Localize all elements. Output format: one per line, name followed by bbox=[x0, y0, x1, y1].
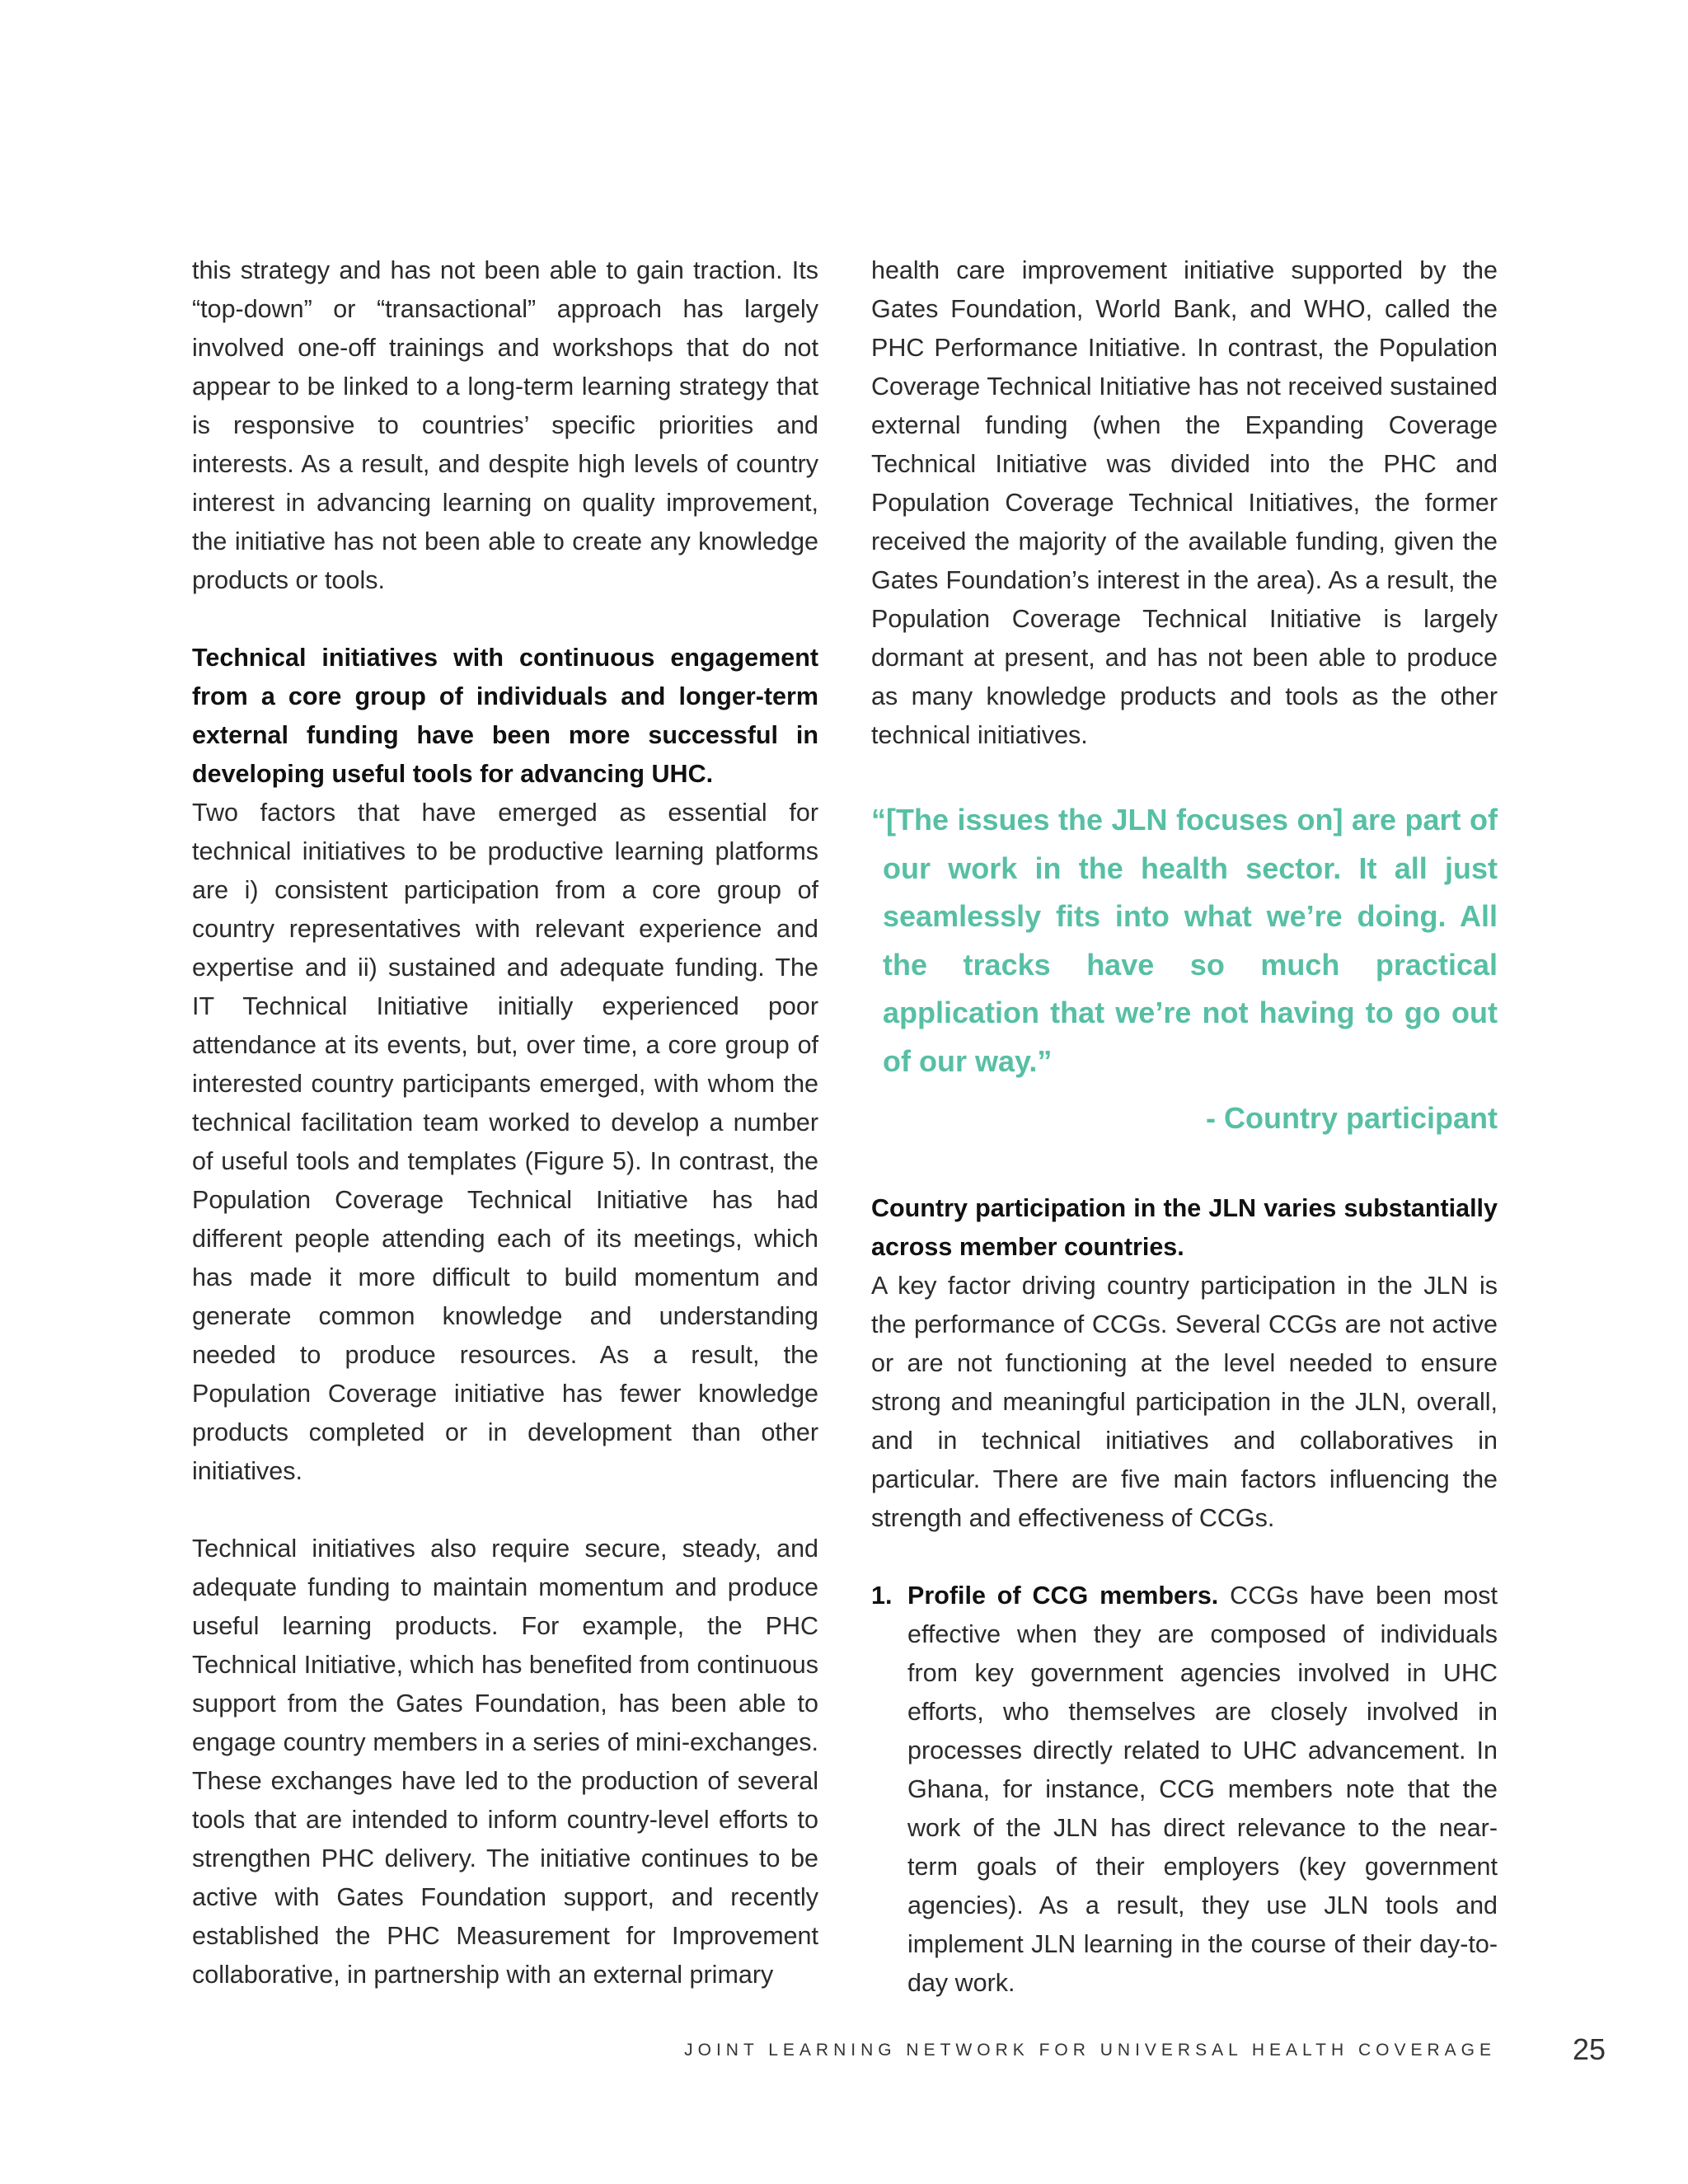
left-paragraph-2: Two factors that have emerged as essential for technical initiatives to be productive learning platforms are i) consistent participation from a core group of country representatives with relevant experience and expertise and ii) sustained and adequate funding. The IT Technical Initiative initially experienced poor attendance at its events, but, over time, a core group of interested country participants emerged, with whom the technical facilitation team worked to develop a number of useful tools and templates (Figure 5). In contrast, the Population Coverage Technical Initiative has had different people attending each of its meetings, which has made it more difficult to build momentum and generate common knowledge and understanding needed to produce resources. As a result, the Population Coverage initiative has fewer knowledge products completed or in development than other initiatives. bbox=[192, 799, 818, 1485]
right-paragraph-1: health care improvement initiative supported by the Gates Foundation, World Bank, and WHO, called the PHC Performance Initiative. In contrast, the Population Coverage Technical Initiative has not received sustained external funding (when the Expanding Coverage Technical Initiative was divided into the PHC and Population Coverage Technical Initiatives, the former received the majority of the available funding, given the Gates Foundation’s interest in the area). As a result, the Population Coverage Technical Initiative is largely dormant at present, and has not been able to produce as many knowledge products and tools as the other technical initiatives. bbox=[871, 256, 1498, 749]
right-column bbox=[871, 251, 1498, 2003]
pull-quote bbox=[871, 796, 1498, 1140]
pull-quote-text: “[The issues the JLN focuses on] are part of our work in the health sector. It all just seamlessly fits into what we’re doing. All the tracks have so much practical application that we’re not having to go out of our way.” bbox=[871, 803, 1498, 1078]
left-paragraph-1: this strategy and has not been able to gain traction. Its “top-down” or “transactional” approach has largely involved one-off trainings and workshops that do not appear to be linked to a long-term learning strategy that is responsive to countries’ specific priorities and interests. As a result, and despite high levels of country interest in advancing learning on quality improvement, the initiative has not been able to create any knowledge products or tools. bbox=[192, 256, 818, 594]
numbered-list bbox=[871, 1577, 1498, 2003]
list-item bbox=[871, 1577, 1498, 2003]
section-heading-country-participation: Country participation in the JLN varies substantially across member countries. bbox=[871, 1194, 1498, 1261]
list-item-text: CCGs have been most effective when they are composed of individuals from key government agencies involved in UHC efforts, who themselves are closely involved in processes directly related to UHC advancement. In Ghana, for instance, CCG members note that the work of the JLN has direct relevance to the near-term goals of their employers (key government agencies). As a result, they use JLN tools and implement JLN learning in the course of their day-to-day work. bbox=[907, 1582, 1498, 1997]
left-paragraph-3: Technical initiatives also require secure, steady, and adequate funding to maintain momentum and produce useful learning products. For example, the PHC Technical Initiative, which has benefited from continuous support from the Gates Foundation, has been able to engage country members in a series of mini-exchanges. These exchanges have led to the production of several tools that are intended to inform country-level efforts to strengthen PHC delivery. The initiative continues to be active with Gates Foundation support, and recently established the PHC Measurement for Improvement collaborative, in partnership with an external primary bbox=[192, 1535, 818, 1989]
list-item-number: 1. bbox=[871, 1582, 893, 1610]
right-paragraph-2: A key factor driving country participation in the JLN is the performance of CCGs. Several CCGs are not active or are not functioning at the level needed to ensure strong and meaningful participation in the JLN, overall, and in technical initiatives and collaboratives in particular. There are five main factors influencing the strength and effectiveness of CCGs. bbox=[871, 1272, 1498, 1532]
section-heading-technical-initiatives: Technical initiatives with continuous engagement from a core group of individuals and longer-term external funding have been more successful in developing useful tools for advancing UHC. bbox=[192, 644, 818, 788]
list-item-lead: Profile of CCG members. bbox=[907, 1582, 1219, 1610]
pull-quote-attribution: - Country participant bbox=[1205, 1101, 1498, 1135]
footer-title: JOINT LEARNING NETWORK FOR UNIVERSAL HEALTH COVERAGE bbox=[684, 2041, 1496, 2060]
page-number: 25 bbox=[1573, 2032, 1606, 2066]
page-footer bbox=[0, 2032, 1688, 2074]
list-item-body bbox=[907, 1577, 1498, 2003]
left-column bbox=[192, 251, 818, 1994]
